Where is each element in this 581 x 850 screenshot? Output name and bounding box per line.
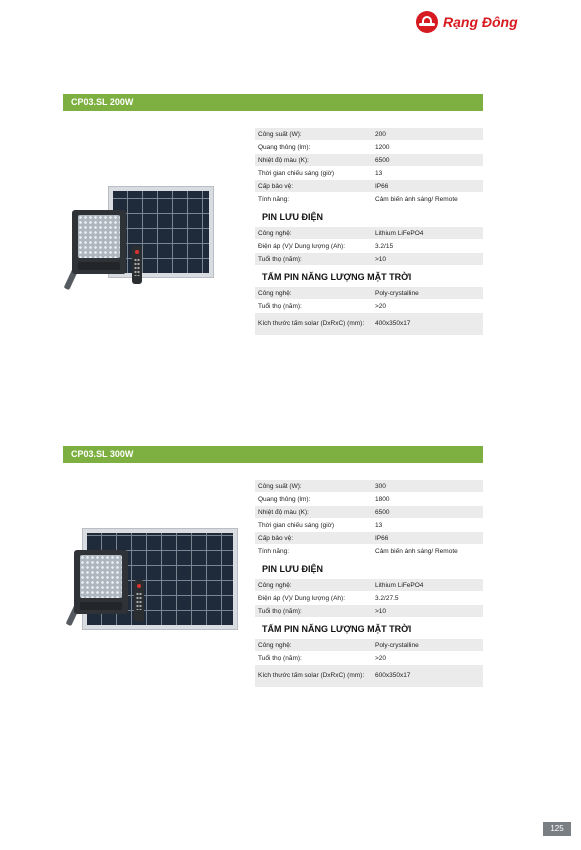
product-title-band: CP03.SL 300W — [63, 446, 483, 463]
spec-row: Công nghệ: Lithium LiFePO4 — [255, 579, 483, 592]
spec-row: Nhiệt độ màu (K): 6500 — [255, 506, 483, 519]
spec-row: Kích thước tấm solar (DxRxC) (mm): 400x350x17 — [255, 313, 483, 336]
spec-row: Công nghệ: Poly-crystalline — [255, 287, 483, 300]
brand-name: Rạng Đông — [443, 14, 518, 30]
spec-row: Công nghệ: Poly-crystalline — [255, 639, 483, 652]
product-title-band: CP03.SL 200W — [63, 94, 483, 111]
spec-row: Thời gian chiếu sáng (giờ) 13 — [255, 519, 483, 532]
product-image — [62, 186, 222, 296]
spec-row: Điện áp (V)/ Dung lượng (Ah): 3.2/27.5 — [255, 592, 483, 605]
spec-table — [255, 128, 483, 336]
battery-heading: PIN LƯU ĐIỆN — [262, 564, 323, 574]
spec-row: Cấp bảo vệ: IP66 — [255, 532, 483, 545]
spec-row: Quang thông (lm): 1200 — [255, 141, 483, 154]
spec-row: Công suất (W): 300 — [255, 480, 483, 493]
spec-row: Tuổi thọ (năm): >10 — [255, 253, 483, 266]
spec-row: Công nghệ: Lithium LiFePO4 — [255, 227, 483, 240]
page-number: 125 — [543, 822, 571, 836]
battery-heading: PIN LƯU ĐIỆN — [262, 212, 323, 222]
spec-row: Tuổi thọ (năm): >10 — [255, 605, 483, 618]
floodlight-image — [74, 550, 128, 614]
spec-row: Tuổi thọ (năm): >20 — [255, 652, 483, 665]
sun-logo-icon — [416, 11, 438, 33]
floodlight-image — [72, 210, 126, 274]
spec-row: Tính năng: Cảm biến ánh sáng/ Remote — [255, 545, 483, 558]
remote-control-image — [134, 580, 144, 622]
spec-row: Tính năng: Cảm biến ánh sáng/ Remote — [255, 193, 483, 206]
spec-row: Cấp bảo vệ: IP66 — [255, 180, 483, 193]
spec-row: Quang thông (lm): 1800 — [255, 493, 483, 506]
spec-table — [255, 480, 483, 688]
spec-row: Thời gian chiếu sáng (giờ) 13 — [255, 167, 483, 180]
spec-row: Công suất (W): 200 — [255, 128, 483, 141]
product-image — [66, 528, 238, 634]
solar-heading: TẤM PIN NĂNG LƯỢNG MẶT TRỜI — [262, 272, 412, 282]
spec-row: Nhiệt độ màu (K): 6500 — [255, 154, 483, 167]
spec-row: Kích thước tấm solar (DxRxC) (mm): 600x350x17 — [255, 665, 483, 688]
remote-control-image — [132, 246, 142, 284]
brand-logo — [416, 11, 518, 33]
solar-heading: TẤM PIN NĂNG LƯỢNG MẶT TRỜI — [262, 624, 412, 634]
spec-row: Tuổi thọ (năm): >20 — [255, 300, 483, 313]
spec-row: Điện áp (V)/ Dung lượng (Ah): 3.2/15 — [255, 240, 483, 253]
